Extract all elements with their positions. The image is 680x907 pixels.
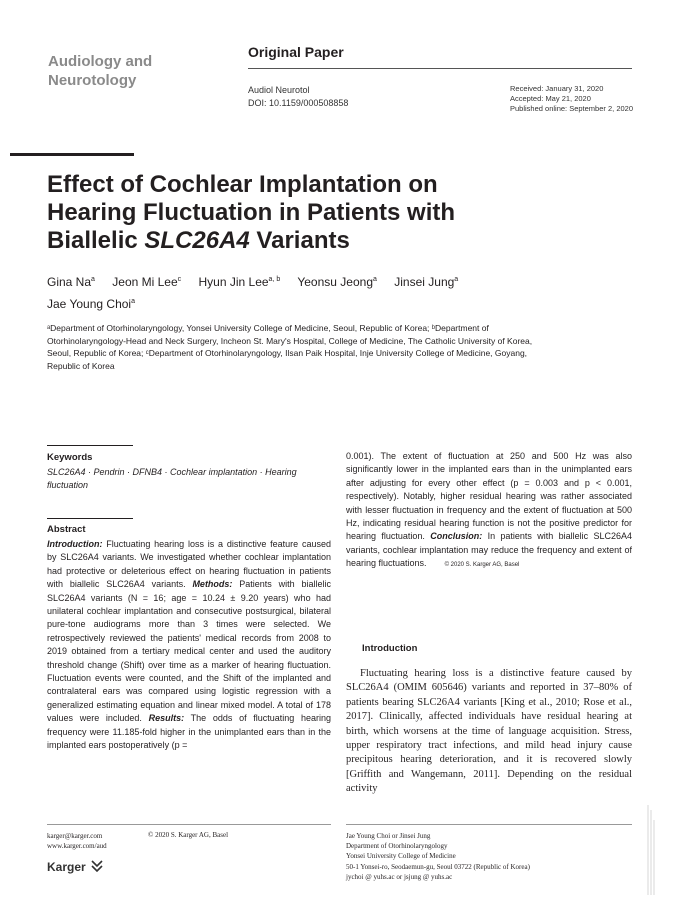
keywords-text: SLC26A4 · Pendrin · DFNB4 · Cochlear implantation · Hearing fluctuation [47,467,297,490]
journal-name: Audiology and Neurotology [48,53,153,89]
karger-logo-icon [90,860,104,872]
published-date: Published online: September 2, 2020 [510,104,634,113]
title-prefix: Biallelic [47,227,145,254]
received-date: Received: January 31, 2020 [510,84,604,93]
footer-rule-right [346,824,632,825]
download-watermark [646,800,656,900]
introduction-text: Fluctuating hearing loss is a distinctive feature caused by SLC26A4 (OMIM 605646) variants and reported in 37–80% of patients bearing SLC26A4 variants [King et al., 2010; Rose et al., 2017]. Clinically, affected individuals have residual hearing at birth, which worsens at the time of language acquisition. Stress, upper respiratory tract infections, and mild head injury cause precipitous hearing deterioration, and it is recovered slowly [Griffith and Wangemann, 2011]. Depending on the residual activity [346,668,632,795]
abstract-results-label: Results: [148,713,185,724]
abstract-continued-text: 0.001). The extent of fluctuation at 250 and 500 Hz was also significantly lower in the implanted ears than in the unimplanted ears after adjusting for every other effect (p = 0.003 and p < 0.001, respectively). Notably, higher residual hearing was rather associated with lesser fluctuation in frequency and the extent of fluctuation at 500 Hz, indicating residual hearing function is not the positive predictor for hearing fluctuation. [346,451,632,542]
title-gene: SLC26A4 [144,227,250,254]
abstract-intro-text: Fluctuating hearing loss is a distinctive feature caused by SLC26A4 variants. We investigated whether cochlear implantation had protective or deleterious effect on hearing fluctuation in patients with biallelic SLC26A4 variants. [47,539,331,590]
publisher-contact [47,831,107,851]
citation [248,84,348,110]
header-rule [248,68,632,69]
corr-email[interactable]: jychoi @ yuhs.ac or jsjung @ yuhs.ac [346,872,453,881]
abstract-methods-text: Patients with biallelic SLC26A4 variants (N = 16; age = 10.24 ± 9.20 years) who had unilateral cochlear implantation and consecutive postsurgical, bilateral pure-tone audiograms more than 3 times were selected. We retrospectively reviewed the patients' medical records from 2008 to 2019 obtained from a tertiary medical center and used the auditory threshold change (Shift) over time as a marker of hearing fluctuation. Fluctuation events were counted, and the Shift of the implanted and contralateral ears was compared using logistic regression with a generalized estimating equation and linear mixed model. A total of 178 values were included. [47,579,332,724]
abstract-intro-label: Introduction: [47,539,103,549]
publisher-email[interactable]: karger@karger.com [47,832,103,840]
karger-logo [47,860,104,874]
correspondence [346,831,530,882]
accepted-date: Accepted: May 21, 2020 [510,94,591,103]
corr-dept: Department of Otorhinolaryngology [346,842,448,851]
abstract-conclusion-text: In patients with biallelic SLC26A4 variants, cochlear implantation may reduce the frequency and extent of hearing fluctuations. [346,531,632,569]
title-suffix: Variants [249,227,350,254]
footer-copyright: © 2020 S. Karger AG, Basel [148,831,229,839]
corr-college: Yonsei University College of Medicine [346,852,456,861]
author: Jeon Mi Lee$^c$ [112,275,182,289]
abstract-methods-label: Methods: [192,579,233,590]
title-rule [10,153,134,156]
corr-name: Jae Young Choi or Jinsei Jung [346,832,431,840]
author: Jinsei Jung$^a$ [394,275,459,289]
citation-journal: Audiol Neurotol [248,85,310,95]
author: Jae Young Choi$^a$ [47,297,135,311]
footer-rule-left [47,824,331,825]
article-dates [510,84,633,114]
karger-logo-text: Karger [47,860,86,874]
abstract-conclusion-label: Conclusion: [430,531,483,542]
abstract-heading: Abstract [47,524,86,535]
abstract-column-1 [47,538,331,753]
introduction-heading: Introduction [362,643,418,654]
abstract-results-text: The odds of fluctuating hearing frequency were 11.185-fold higher in the unimplanted ears than in the implanted ears postoperatively (p = [47,713,331,751]
publisher-web[interactable]: www.karger.com/aud [47,842,107,850]
title-line-3 [47,227,607,255]
abstract-column-2 [346,450,632,573]
keywords-heading: Keywords [47,452,93,463]
author: Yeonsu Jeong$^a$ [297,275,377,289]
citation-doi[interactable]: DOI: 10.1159/000508858 [248,98,349,108]
title-line-2: Hearing Fluctuation in Patients with [47,199,456,226]
author-list [47,271,607,315]
keywords-rule [47,445,133,446]
author: Hyun Jin Lee$^{a, b}$ [198,275,281,289]
abstract-rule [47,518,133,519]
article-title [47,171,607,255]
corr-address: 50-1 Yonsei-ro, Seodaemun-gu, Seoul 03722 (Republic of Korea) [346,862,530,871]
abstract-copyright: © 2020 S. Karger AG, Basel [444,562,520,569]
title-line-1: Effect of Cochlear Implantation on [47,171,438,198]
author: Gina Na$^a$ [47,275,95,289]
affiliations: ᵃDepartment of Otorhinolaryngology, Yonsei University College of Medicine, Seoul, Republic of Korea; ᵇDepartment of Otorhinolaryngology-Head and Neck Surgery, Incheon St. Mary's Hospital, College of Medicine, The Catholic University of Korea, Seoul, Republic of Korea; ᶜDepartment of Otorhinolaryngology, Ilsan Paik Hospital, Inje University College of Medicine, Goyang, Republic of Korea [47,323,533,371]
paper-type: Original Paper [248,44,344,60]
